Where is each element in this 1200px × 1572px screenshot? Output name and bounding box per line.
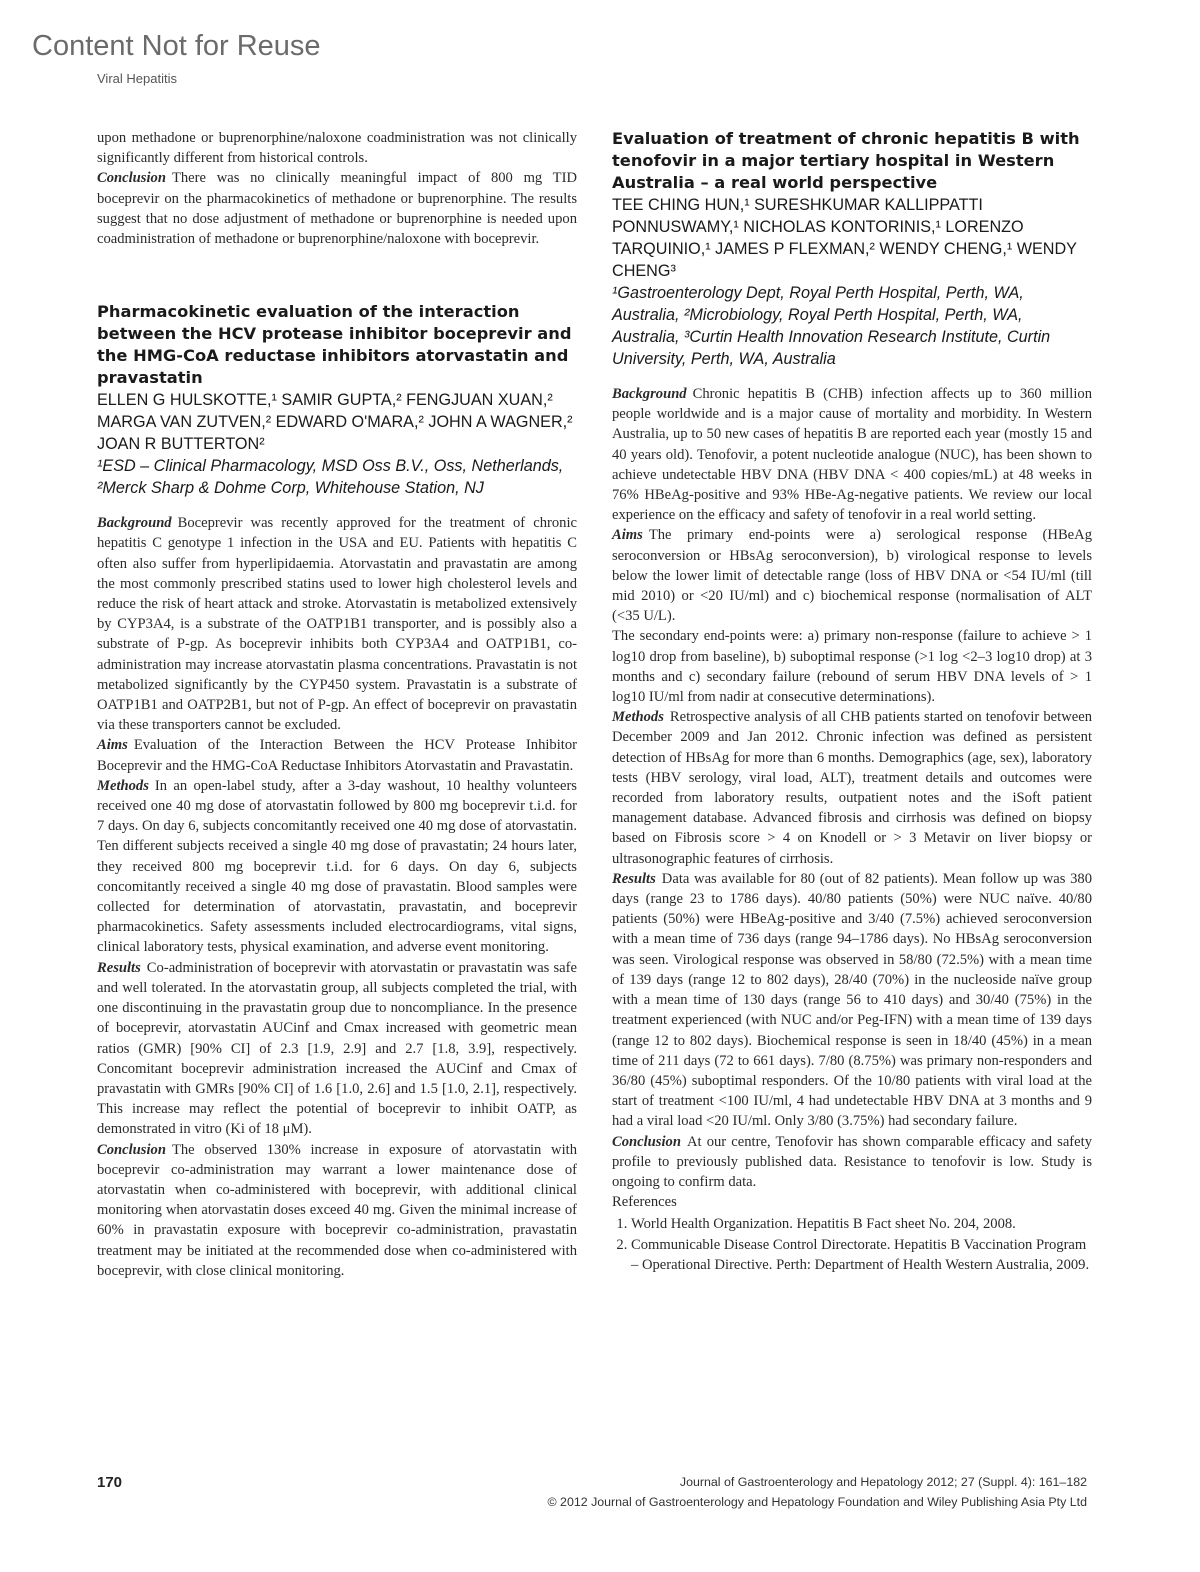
abstract-body	[612, 384, 1092, 1275]
article-affiliation: ¹ESD – Clinical Pharmacology, MSD Oss B.V., Oss, Netherlands, ²Merck Sharp & Dohme Corp, Whitehouse Station, NJ	[97, 457, 564, 498]
background-paragraph	[97, 513, 577, 735]
continued-abstract	[97, 128, 577, 249]
aims-label: Aims	[97, 737, 128, 754]
watermark: Content Not for Reuse	[32, 30, 321, 62]
conclusion-label: Conclusion	[612, 1133, 681, 1150]
right-column	[612, 128, 1092, 1275]
references-heading: References	[612, 1194, 677, 1211]
aims-label: Aims	[612, 527, 643, 544]
background-text: Chronic hepatitis B (CHB) infection affects up to 360 million people worldwide and is a major cause of mortality and morbidity. In Western Australia, up to 50 new cases of hepatitis B are reported each year (mostly 15 and 40 years old). Tenofovir, a potent nucleotide analogue (NUC), has been shown to achieve undetectable HBV DNA (HBV DNA < 400 copies/mL) at 48 weeks in 76% HBeAg-positive and 93% HBe-Ag-negative patients. We review our local experience on the efficacy and safety of tenofovir in a real world setting.	[612, 386, 1092, 524]
article-authors: ELLEN G HULSKOTTE,¹ SAMIR GUPTA,² FENGJUAN XUAN,² MARGA VAN ZUTVEN,² EDWARD O'MARA,² JOHN A WAGNER,² JOAN R BUTTERTON²	[97, 391, 573, 454]
journal-citation: Journal of Gastroenterology and Hepatology 2012; 27 (Suppl. 4): 161–182	[679, 1475, 1087, 1489]
methods-text: In an open-label study, after a 3-day washout, 10 healthy volunteers received one 40 mg dose of atorvastatin followed by 800 mg boceprevir t.i.d. for 7 days. On day 6, subjects concomitantly received one 40 mg dose of atorvastatin. Ten different subjects received a single 40 mg dose of pravastatin; 24 hours later, they received 800 mg boceprevir t.i.d. for 6 days. On day 6, subjects concomitantly received a single 40 mg dose of pravastatin. Blood samples were collected for determination of atorvastatin, pravastatin, and boceprevir pharmacokinetics. Safety assessments included electrocardiograms, vital signs, clinical laboratory tests, physical examination, and adverse event monitoring.	[97, 777, 577, 956]
results-label: Results	[612, 870, 656, 887]
copyright-line: © 2012 Journal of Gastroenterology and Hepatology Foundation and Wiley Publishing Asia Pty Ltd	[547, 1495, 1087, 1509]
reference-item: 2. Communicable Disease Control Directorate. Hepatitis B Vaccination Program – Operational Directive. Perth: Department of Health Western Australia, 2009.	[631, 1235, 1092, 1275]
background-text: Boceprevir was recently approved for the treatment of chronic hepatitis C genotype 1 infection in the USA and EU. Patients with hepatitis C often also suffer from hyperlipidaemia. Atorvastatin and pravastatin are among the most commonly prescribed statins used to lower high cholesterol levels and reduce the risk of heart attack and stroke. Atorvastatin is metabolized extensively by CYP3A4, is a substrate of the OATP1B1 transporter, and is possibly also a substrate of P-gp. As boceprevir inhibits both CYP3A4 and OATP1B1, co-administration may increase atorvastatin plasma concentrations. Pravastatin is not metabolized significantly by the CYP450 system. Pravastatin is a substrate of OATP1B1 and OATP2B1, but not of P-gp. An effect of boceprevir on pravastatin via these transporters cannot be excluded.	[97, 515, 577, 734]
article-title: Evaluation of treatment of chronic hepatitis B with tenofovir in a major tertiary hospital in Western Australia – a real world perspective	[612, 129, 1080, 192]
continued-conclusion	[97, 168, 577, 249]
results-label: Results	[97, 959, 141, 976]
results-text: Data was available for 80 (out of 82 patients). Mean follow up was 380 days (range 23 to 1786 days). 40/80 patients (50%) were NUC naïve. 40/80 patients (50%) were HBeAg-positive and 3/40 (7.5%) achieved seroconversion with a mean time of 736 days (range 94–1786 days). No HBsAg seroconversion was seen. Virological response was observed in 58/80 (72.5%) with a mean time of 139 days (range 12 to 802 days), 28/40 (70%) in the nucleoside naïve group with a mean time of 130 days (range 56 to 410 days) and 30/40 (75%) in the treatment experienced (with NUC and/or Peg-IFN) with a mean time of 139 days (range 12 to 802 days). Biochemical response is seen in 18/40 (45%) in a mean time of 211 days (72 to 661 days). 7/80 (8.75%) was primary non-responders and 36/80 (45%) suboptimal responders. Of the 10/80 patients with viral load at the start of treatment <100 IU/ml, 4 had undetectable HBV DNA at 3 months and 9 had a viral load <20 IU/ml. Only 3/80 (3.75%) had secondary failure.	[612, 870, 1092, 1130]
references-list	[612, 1214, 1092, 1275]
left-column	[97, 128, 577, 1281]
article-title: Pharmacokinetic evaluation of the interaction between the HCV protease inhibitor boceprevir and the HMG-CoA reductase inhibitors atorvastatin and pravastatin	[97, 302, 572, 388]
aims-paragraph	[97, 735, 577, 775]
conclusion-label: Conclusion	[97, 1141, 166, 1158]
results-paragraph	[612, 869, 1092, 1132]
aims-text: The primary end-points were a) serological response (HBeAg seroconversion or HBsAg seroconversion), b) virological response to levels below the lower limit of detectable range (loss of HBV DNA or <54 IU/ml (till mid 2010) or <20 IU/ml) and c) biochemical response (normalisation of ALT (<35 U/L).	[612, 527, 1092, 625]
methods-label: Methods	[97, 777, 149, 794]
conclusion-text: The observed 130% increase in exposure of atorvastatin with boceprevir co-administration may warrant a lower maintenance dose of atorvastatin when co-administered with boceprevir, with additional clinical monitoring when atorvastatin doses exceed 40 mg. Given the minimal increase of 60% in pravastatin exposure with boceprevir co-administration, pravastatin treatment may be initiated at the recommended dose when co-administered with boceprevir, with close clinical monitoring.	[97, 1141, 577, 1279]
aims-text: Evaluation of the Interaction Between the HCV Protease Inhibitor Boceprevir and the HMG-CoA Reductase Inhibitors Atorvastatin and Pravastatin.	[97, 737, 577, 774]
results-text: Co-administration of boceprevir with atorvastatin or pravastatin was safe and well tolerated. In the atorvastatin group, all subjects completed the trial, with one discontinuing in the pravastatin group due to noncompliance. In the presence of boceprevir, atorvastatin AUCinf and Cmax increased with geometric mean ratios (GMR) [90% CI] of 2.3 [1.9, 2.9] and 2.7 [1.8, 3.9], respectively. Concomitant boceprevir administration increased the AUCinf and Cmax of pravastatin with GMRs [90% CI] of 1.6 [1.0, 2.6] and 1.5 [1.0, 2.1], respectively. This increase may reflect the potential of boceprevir to inhibit OATP, as demonstrated in vitro (Ki of 18 μM).	[97, 959, 577, 1138]
conclusion-text: There was no clinically meaningful impact of 800 mg TID boceprevir on the pharmacokinetics of methadone or buprenorphine. The results suggest that no dose adjustment of methadone or buprenorphine is needed upon coadministration of methadone or buprenorphine/naloxone with boceprevir.	[97, 170, 577, 248]
methods-paragraph	[97, 776, 577, 958]
background-label: Background	[97, 515, 172, 532]
article-affiliation: ¹Gastroenterology Dept, Royal Perth Hospital, Perth, WA, Australia, ²Microbiology, Royal Perth Hospital, Perth, WA, Australia, ³Curtin Health Innovation Research Institute, Curtin University, Perth, WA, Australia	[612, 284, 1051, 368]
article-authors: TEE CHING HUN,¹ SURESHKUMAR KALLIPPATTI PONNUSWAMY,¹ NICHOLAS KONTORINIS,¹ LORENZO TARQUINIO,¹ JAMES P FLEXMAN,² WENDY CHENG,¹ WENDY CHENG³	[612, 196, 1077, 280]
results-paragraph	[97, 958, 577, 1140]
reference-item: 1. World Health Organization. Hepatitis B Fact sheet No. 204, 2008.	[631, 1214, 1092, 1234]
secondary-aims-paragraph: The secondary end-points were: a) primary non-response (failure to achieve > 1 log10 drop from baseline), b) suboptimal response (>1 log <2–3 log10 drop) at 3 months and c) secondary failure (rebound of serum HBV DNA levels of > 1 log10 IU/ml from nadir at consecutive determinations).	[612, 628, 1092, 706]
background-label: Background	[612, 386, 687, 402]
section-label: Viral Hepatitis	[97, 71, 177, 86]
conclusion-paragraph	[612, 1132, 1092, 1193]
methods-text: Retrospective analysis of all CHB patients started on tenofovir between December 2009 and Jan 2012. Chronic infection was defined as persistent detection of HBsAg for more than 6 months. Demographics (age, sex), laboratory tests (HBV serology, viral load, ALT), treatment details and outcomes were recorded from laboratory results, outpatient notes and the iSoft patient management database. Advanced fibrosis and cirrhosis was defined on biopsy based on Fibrosis score > 4 on Knodell or > 3 Metavir on liver biopsy or ultrasonographic features of cirrhosis.	[612, 709, 1092, 867]
conclusion-text: At our centre, Tenofovir has shown comparable efficacy and safety profile to previously published data. Resistance to tenofovir is low. Study is ongoing to confirm data.	[612, 1133, 1092, 1190]
background-paragraph	[612, 384, 1092, 525]
methods-paragraph	[612, 707, 1092, 869]
continued-text: upon methadone or buprenorphine/naloxone coadministration was not clinically significantly different from historical controls.	[97, 130, 577, 167]
abstract-body	[97, 513, 577, 1281]
conclusion-label: Conclusion	[97, 170, 166, 187]
page-number: 170	[97, 1474, 123, 1491]
conclusion-paragraph	[97, 1140, 577, 1281]
methods-label: Methods	[612, 709, 664, 726]
aims-paragraph	[612, 525, 1092, 626]
